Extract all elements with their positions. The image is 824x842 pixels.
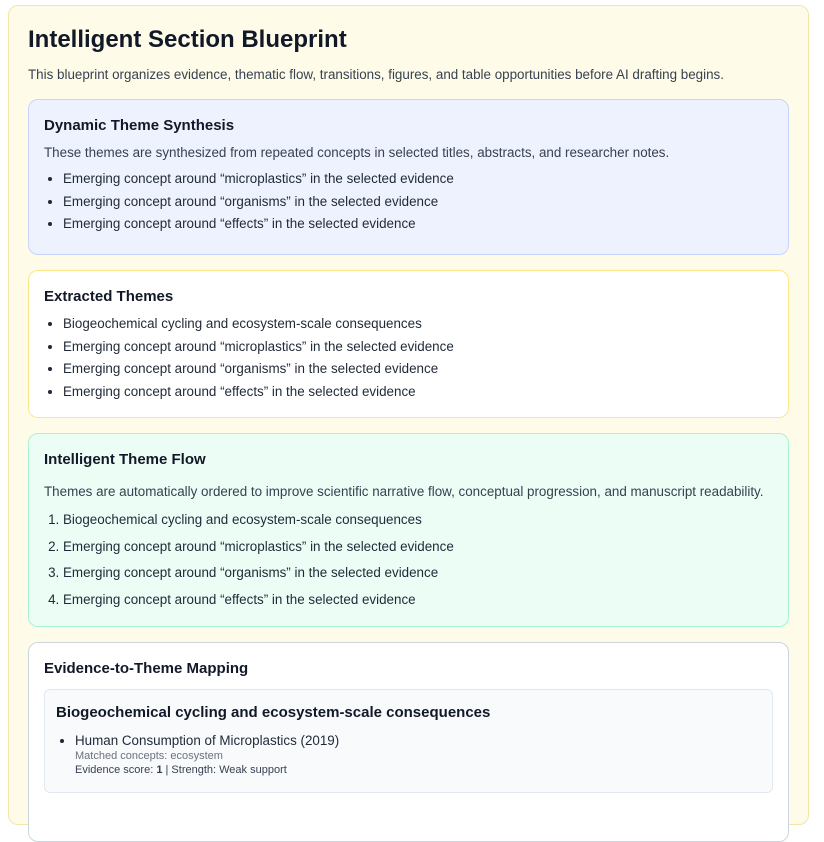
extracted-heading: Extracted Themes <box>44 288 174 305</box>
extracted-themes-card <box>28 270 789 418</box>
flow-description: Themes are automatically ordered to improve scientific narrative flow, conceptual progression, and manuscript readability. <box>44 484 764 499</box>
mapping-heading: Evidence-to-Theme Mapping <box>44 660 249 677</box>
section-blueprint-panel <box>8 5 809 825</box>
list-item: • Emerging concept around “organisms” in the selected evidence <box>63 360 773 378</box>
mapped-theme-box <box>44 689 773 793</box>
blueprint-intro: This blueprint organizes evidence, thematic flow, transitions, figures, and table opportunities before AI drafting begins. <box>28 67 724 82</box>
page-title: Intelligent Section Blueprint <box>28 26 347 53</box>
flow-heading: Intelligent Theme Flow <box>44 451 206 468</box>
synthesis-list <box>44 170 773 233</box>
list-item: 4. Emerging concept around “effects” in the selected evidence <box>63 591 773 609</box>
strength-value: Weak support <box>219 764 287 776</box>
score-label: Evidence score: <box>75 764 157 776</box>
list-item: • Emerging concept around “effects” in the selected evidence <box>63 215 773 233</box>
list-item: 3. Emerging concept around “organisms” in the selected evidence <box>63 564 773 582</box>
evidence-score <box>75 763 761 777</box>
evidence-list <box>56 732 761 777</box>
mapped-theme-title: Biogeochemical cycling and ecosystem-scale consequences <box>56 704 491 721</box>
list-item: 2. Emerging concept around “microplastics” in the selected evidence <box>63 538 773 556</box>
evidence-title: • Human Consumption of Microplastics (2019) <box>75 733 340 748</box>
list-item: • Emerging concept around “effects” in the selected evidence <box>63 383 773 401</box>
list-item: • Emerging concept around “organisms” in the selected evidence <box>63 193 773 211</box>
extracted-list <box>44 315 773 401</box>
matched-concepts: Matched concepts: ecosystem <box>75 750 223 762</box>
synthesis-description: These themes are synthesized from repeated concepts in selected titles, abstracts, and researcher notes. <box>44 145 670 160</box>
strength-label: | Strength: <box>162 764 220 776</box>
flow-list <box>44 511 773 609</box>
list-item: • Biogeochemical cycling and ecosystem-scale consequences <box>63 315 773 333</box>
list-item: • Emerging concept around “microplastics” in the selected evidence <box>63 338 773 356</box>
theme-flow-card <box>28 433 789 627</box>
list-item: • Emerging concept around “microplastics” in the selected evidence <box>63 170 773 188</box>
score-value: 1 <box>156 764 163 776</box>
evidence-item <box>75 732 761 777</box>
synthesis-heading: Dynamic Theme Synthesis <box>44 117 235 134</box>
theme-synthesis-card <box>28 99 789 255</box>
evidence-mapping-card <box>28 642 789 842</box>
list-item: 1. Biogeochemical cycling and ecosystem-scale consequences <box>63 511 773 529</box>
